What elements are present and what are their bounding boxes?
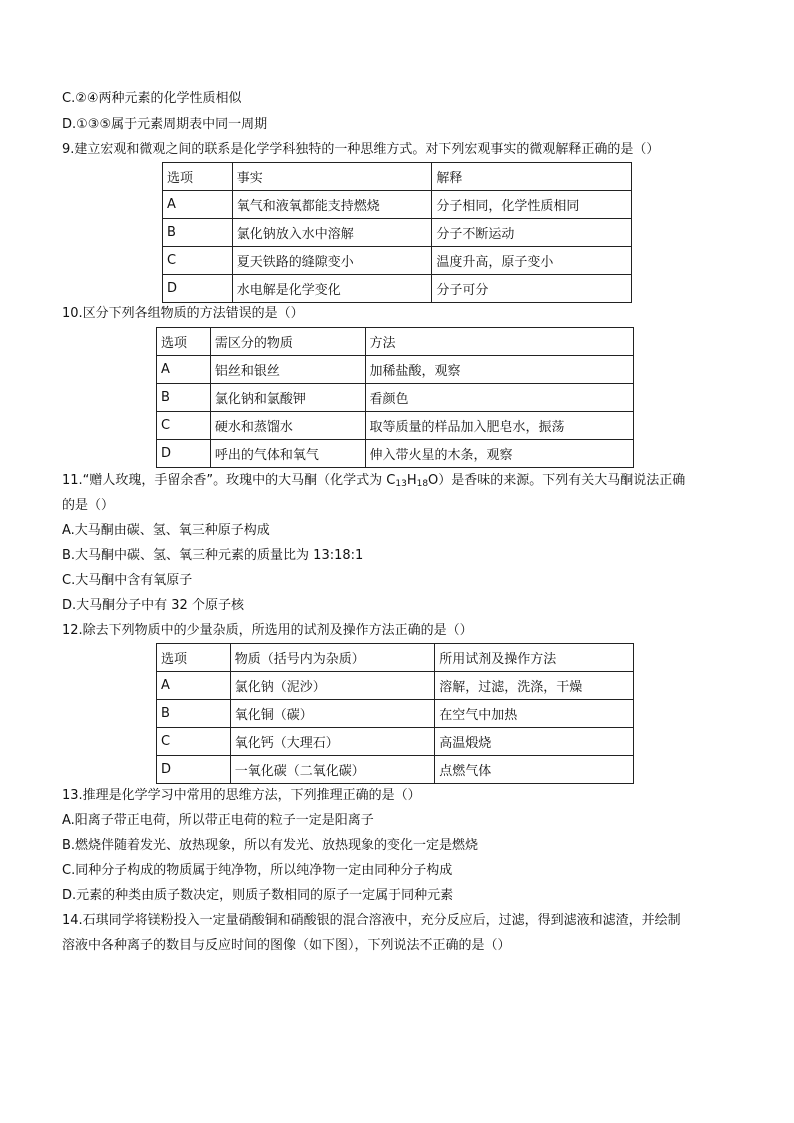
table-header-cell: 选项 [157,328,211,356]
q13-stem: 13.推理是化学学习中常用的思维方法，下列推理正确的是（） [62,788,421,803]
table-header-row [157,644,634,672]
q14-stem-line2: 溶液中各种离子的数目与反应时间的图像（如下图），下列说法不正确的是（） [62,938,511,953]
formula-hydrogen: H [406,473,417,488]
table-cell: 分子不断运动 [432,219,632,247]
table-cell: 氯化钠和氯酸钾 [210,384,365,412]
table-header-cell: 解释 [432,163,632,191]
q10-stem: 10.区分下列各组物质的方法错误的是（） [62,306,304,321]
table-row [163,275,632,303]
q11-option-b: B.大马酮中碳、氢、氧三种元素的质量比为 13:18:1 [62,548,364,563]
table-row [157,412,634,440]
table-row [157,700,634,728]
table-header-cell: 需区分的物质 [210,328,365,356]
table-cell: 氧气和液氧都能支持燃烧 [232,191,432,219]
table-header-cell: 所用试剂及操作方法 [435,644,634,672]
table-header-cell: 事实 [232,163,432,191]
table-cell: C [157,728,231,756]
table-cell: 一氧化碳（二氧化碳） [230,756,435,784]
q14-stem-line1: 14.石琪同学将镁粉投入一定量硝酸铜和硝酸银的混合溶液中，充分反应后，过滤，得到滤液和滤渣，并绘制 [62,913,681,928]
q9-stem: 9.建立宏观和微观之间的联系是化学学科独特的一种思维方式。对下列宏观事实的微观解释正确的是（） [62,142,660,157]
table-row [157,440,634,468]
q11-stem-line2: 的是（） [62,498,115,513]
q11-stem-text-b: O）是香味的来源。下列有关大马酮说法正确 [428,473,686,488]
table-row [157,384,634,412]
table-cell: 伸入带火星的木条，观察 [365,440,634,468]
table-cell: 温度升高，原子变小 [432,247,632,275]
q8-option-d: D.①③⑤属于元素周期表中同一周期 [62,117,268,132]
table-cell: 分子相同，化学性质相同 [432,191,632,219]
q13-option-b: B.燃烧伴随着发光、放热现象，所以有发光、放热现象的变化一定是燃烧 [62,838,479,853]
table-row [163,219,632,247]
table-header-row [157,328,634,356]
table-cell: 取等质量的样品加入肥皂水，振荡 [365,412,634,440]
q13-option-a: A.阳离子带正电荷，所以带正电荷的粒子一定是阳离子 [62,813,374,828]
q11-stem-text-a: 11.“赠人玫瑰，手留余香”。玫瑰中的大马酮（化学式为 C [62,473,396,488]
table-cell: C [157,412,211,440]
table-cell: 氯化钠放入水中溶解 [232,219,432,247]
table-cell: 在空气中加热 [435,700,634,728]
q12-table [156,643,634,784]
table-cell: 硬水和蒸馏水 [210,412,365,440]
table-cell: 氯化钠（泥沙） [230,672,435,700]
table-cell: D [157,440,211,468]
table-cell: 加稀盐酸，观察 [365,356,634,384]
q11-option-a: A.大马酮由碳、氢、氧三种原子构成 [62,523,270,538]
table-cell: 溶解，过滤，洗涤，干燥 [435,672,634,700]
table-cell: 氧化钙（大理石） [230,728,435,756]
table-header-cell: 选项 [157,644,231,672]
table-cell: 夏天铁路的缝隙变小 [232,247,432,275]
table-row [157,672,634,700]
table-cell: 高温煅烧 [435,728,634,756]
table-cell: 水电解是化学变化 [232,275,432,303]
table-cell: A [157,672,231,700]
table-cell: 看颜色 [365,384,634,412]
table-cell: A [163,191,233,219]
formula-subscript-carbon: 13 [395,479,407,489]
table-cell: 分子可分 [432,275,632,303]
table-row [157,728,634,756]
table-cell: B [157,700,231,728]
table-cell: 呼出的气体和氧气 [210,440,365,468]
table-header-row [163,163,632,191]
q11-option-c: C.大马酮中含有氧原子 [62,573,193,588]
table-row [163,191,632,219]
table-cell: B [157,384,211,412]
table-cell: B [163,219,233,247]
table-row [157,356,634,384]
q11-option-d: D.大马酮分子中有 32 个原子核 [62,598,244,613]
q13-option-c: C.同种分子构成的物质属于纯净物，所以纯净物一定由同种分子构成 [62,863,453,878]
table-cell: D [163,275,233,303]
q9-table [162,162,632,303]
table-row [163,247,632,275]
table-cell: 点燃气体 [435,756,634,784]
table-cell: A [157,356,211,384]
q11-stem-line1 [62,471,685,494]
table-header-cell: 物质（括号内为杂质） [230,644,435,672]
q12-stem: 12.除去下列物质中的少量杂质，所选用的试剂及操作方法正确的是（） [62,623,473,638]
q8-option-c: C.②④两种元素的化学性质相似 [62,91,242,106]
table-row [157,756,634,784]
formula-subscript-hydrogen: 18 [416,479,429,489]
table-cell: D [157,756,231,784]
table-header-cell: 选项 [163,163,233,191]
table-cell: C [163,247,233,275]
table-cell: 铝丝和银丝 [210,356,365,384]
q10-table [156,327,634,468]
table-cell: 氧化铜（碳） [230,700,435,728]
q13-option-d: D.元素的种类由质子数决定，则质子数相同的原子一定属于同种元素 [62,888,454,903]
table-header-cell: 方法 [365,328,634,356]
